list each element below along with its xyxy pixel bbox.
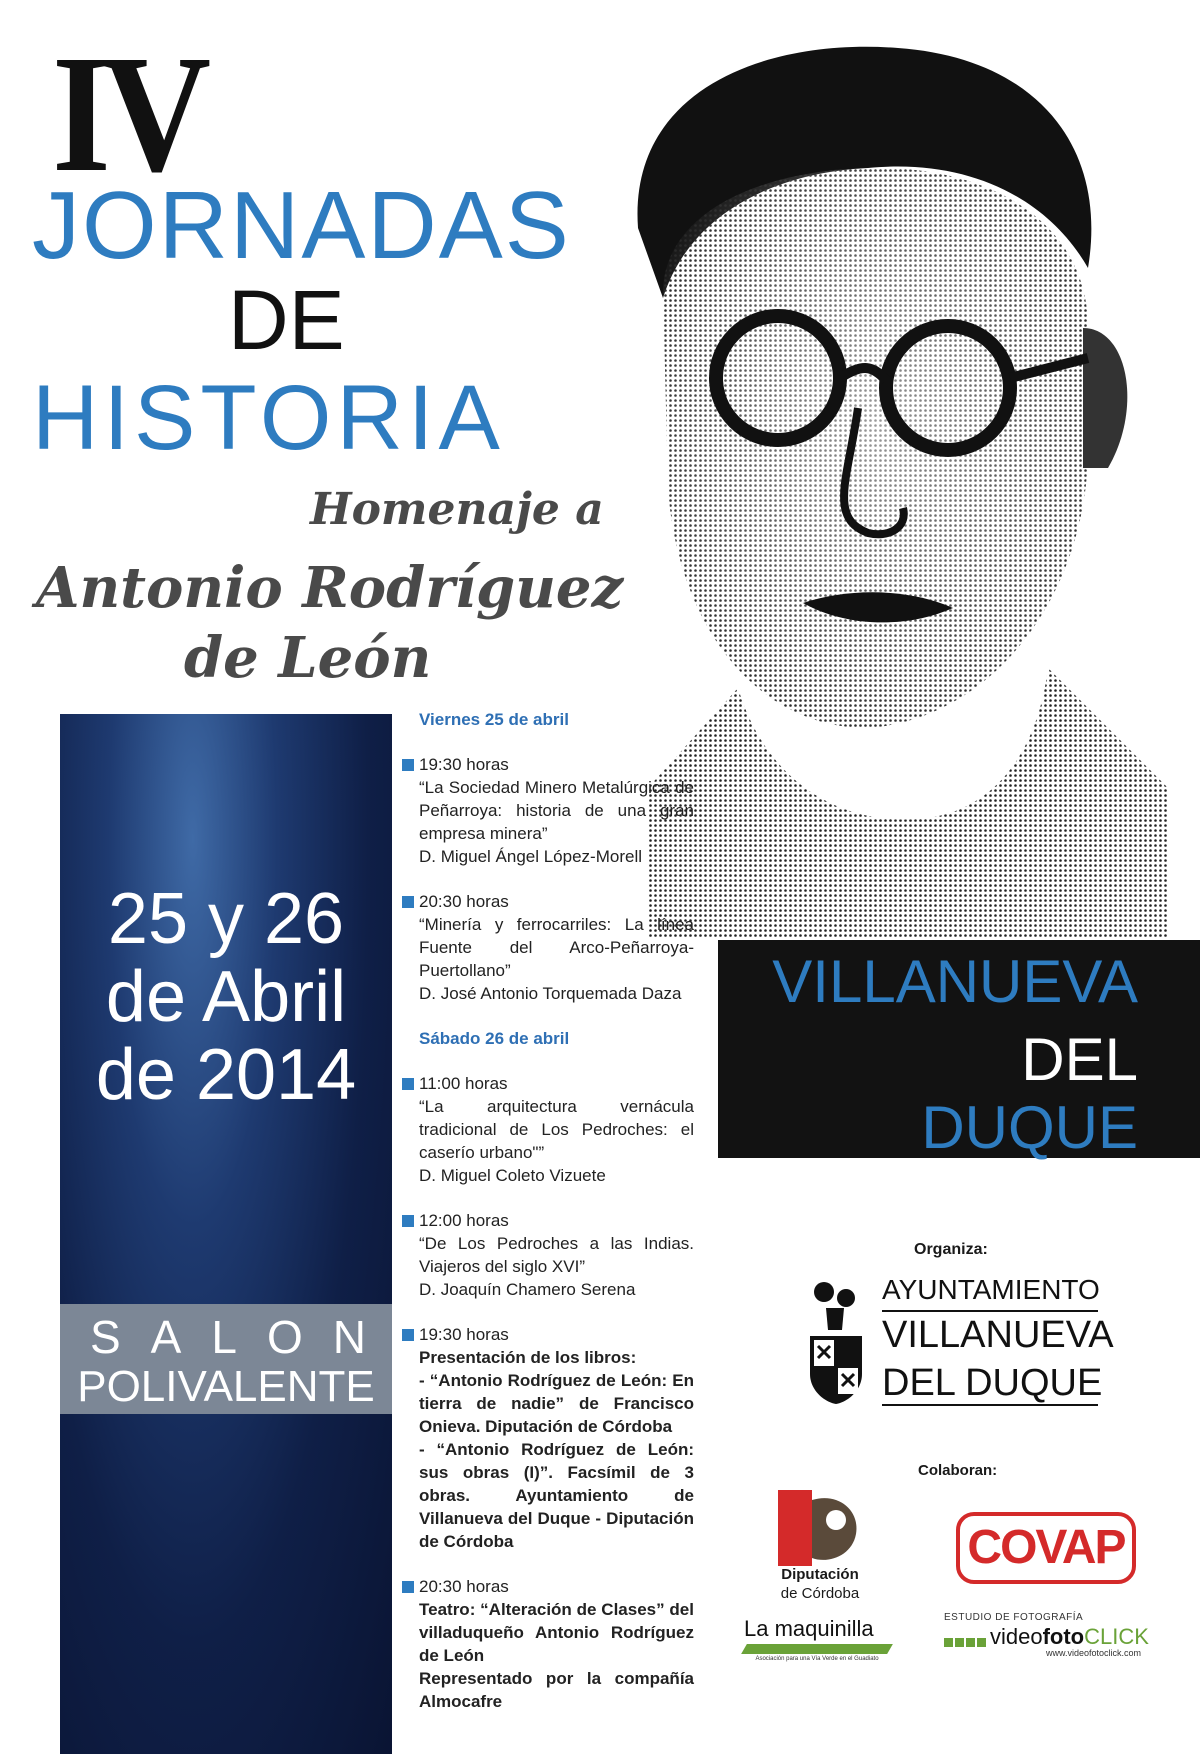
event-time: 19:30 horas	[419, 755, 509, 774]
town-line-3: DUQUE	[921, 1094, 1138, 1161]
organizer-divider	[882, 1310, 1098, 1312]
vfc-foto: foto	[1042, 1624, 1085, 1649]
day-heading-saturday: Sábado 26 de abril	[419, 1029, 570, 1048]
program-event	[402, 1072, 694, 1187]
date-line-2: de Abril	[105, 957, 347, 1037]
program-event	[402, 1575, 694, 1713]
event-dates	[60, 880, 392, 1114]
sponsor-estudio-label: ESTUDIO DE FOTOGRAFÍA	[944, 1612, 1084, 1623]
sponsor-la-maquinilla-tagline: Asociación para una Vía Verde en el Guadiato	[755, 1656, 879, 1662]
event-time: 11:00 horas	[419, 1074, 508, 1093]
tribute-line-2: Antonio Rodríguez	[36, 555, 624, 621]
event-time: 20:30 horas	[419, 892, 509, 911]
date-panel	[60, 714, 396, 1754]
organizer-line-3: DEL DUQUE	[882, 1362, 1103, 1404]
event-speaker: D. Miguel Coleto Vizuete	[419, 1166, 606, 1185]
program-event	[402, 753, 694, 868]
bullet-icon	[402, 1329, 414, 1341]
event-time: 20:30 horas	[419, 1577, 509, 1596]
diputacion-logo-icon	[778, 1490, 862, 1566]
title-jornadas: JORNADAS	[32, 172, 571, 279]
event-detail: - “Antonio Rodríguez de León: En tierra de nadie” de Francisco Onieva. Diputación de Córdoba	[419, 1371, 694, 1436]
program-event	[402, 1323, 694, 1553]
sponsor-videofotoclick	[990, 1624, 1149, 1650]
event-time: 12:00 horas	[419, 1211, 509, 1230]
edition-numeral: IV	[52, 21, 203, 207]
day-heading-friday: Viernes 25 de abril	[419, 710, 569, 729]
vfc-click: CLICK	[1084, 1624, 1149, 1649]
bullet-icon	[402, 1581, 414, 1593]
program-event	[402, 890, 694, 1005]
program-schedule	[402, 708, 694, 1735]
event-time: 19:30 horas	[419, 1325, 509, 1344]
date-line-3: de 2014	[95, 1035, 357, 1115]
organizer-divider	[882, 1404, 1098, 1406]
sponsors-label: Colaboran:	[918, 1462, 998, 1479]
event-title: “De Los Pedroches a las Indias. Viajeros del siglo XVI”	[419, 1234, 694, 1276]
bullet-icon	[402, 759, 414, 771]
event-speaker: D. Miguel Ángel López-Morell	[419, 847, 642, 866]
event-detail: - “Antonio Rodríguez de León: sus obras (I)”. Facsímil de 3 obras. Ayuntamiento de Villanueva del Duque - Diputación de Córdoba	[419, 1440, 694, 1551]
organizer-line-1: AYUNTAMIENTO	[882, 1274, 1100, 1305]
event-title: Presentación de los libros:	[419, 1348, 637, 1367]
organizer-label: Organiza:	[914, 1241, 988, 1258]
event-detail: Representado por la compañía Almocafre	[419, 1669, 694, 1711]
event-title: “La Sociedad Minero Metalúrgica de Peñarroya: historia de una gran empresa minera”	[419, 778, 694, 843]
bullet-icon	[402, 1215, 414, 1227]
venue-line-2: POLIVALENTE	[77, 1362, 375, 1411]
sponsor-url: www.videofotoclick.com	[1046, 1648, 1142, 1658]
maquinilla-stripe	[741, 1644, 893, 1654]
event-speaker: D. Joaquín Chamero Serena	[419, 1280, 636, 1299]
vfc-video: video	[990, 1624, 1043, 1649]
coat-of-arms-icon	[804, 1278, 868, 1406]
bullet-icon	[402, 896, 414, 908]
videofotoclick-blocks-icon	[944, 1634, 988, 1652]
date-line-1: 25 y 26	[107, 879, 345, 959]
sponsor-la-maquinilla: La maquinilla	[744, 1616, 874, 1641]
tribute-line-3: de León	[184, 625, 432, 691]
title-de: DE	[228, 273, 345, 367]
town-line-1: VILLANUEVA	[772, 948, 1138, 1015]
sponsor-diputacion-1: Diputación	[781, 1566, 859, 1583]
event-speaker: D. José Antonio Torquemada Daza	[419, 984, 682, 1003]
title-historia: HISTORIA	[32, 367, 505, 469]
town-line-2: DEL	[1021, 1026, 1138, 1093]
event-title: “Minería y ferrocarriles: La línea Fuente del Arco-Peñarroya-Puertollano”	[419, 915, 694, 980]
organizer-line-2: VILLANUEVA	[882, 1314, 1114, 1356]
tribute-line-1: Homenaje a	[310, 484, 604, 535]
venue-line-1: SALON	[90, 1311, 396, 1363]
sponsor-diputacion-2: de Córdoba	[780, 1585, 860, 1602]
event-title: “La arquitectura vernácula tradicional de Los Pedroches: el caserío urbano"”	[419, 1097, 694, 1162]
sponsor-covap: COVAP	[956, 1512, 1136, 1584]
portrait-ear	[1083, 328, 1127, 468]
event-title: Teatro: “Alteración de Clases” del villaduqueño Antonio Rodríguez de León	[419, 1600, 694, 1665]
bullet-icon	[402, 1078, 414, 1090]
program-event	[402, 1209, 694, 1301]
